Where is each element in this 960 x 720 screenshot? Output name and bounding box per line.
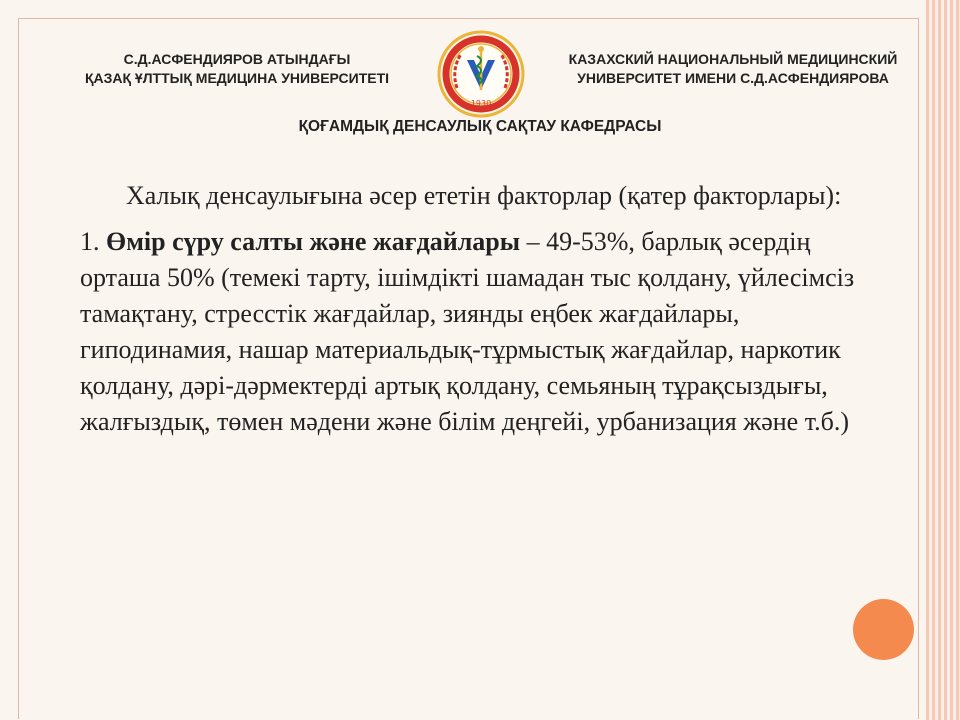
- header-right-line1: КАЗАХСКИЙ НАЦИОНАЛЬНЫЙ МЕДИЦИНСКИЙ: [568, 51, 898, 67]
- department-title: ҚОҒАМДЫҚ ДЕНСАУЛЫҚ САҚТАУ КАФЕДРАСЫ: [298, 118, 662, 135]
- header-left-line2: ҚАЗАҚ ҰЛТТЫҚ МЕДИЦИНА УНИВЕРСИТЕТІ: [84, 70, 390, 86]
- risk-factor-item: [80, 224, 860, 440]
- item-number: 1.: [80, 227, 106, 256]
- university-name-russian: [543, 50, 923, 88]
- slide-body: [80, 178, 860, 440]
- intro-paragraph: Халық денсаулығына әсер ететін факторлар (қатер факторлары):: [126, 181, 842, 210]
- header-left-line1: С.Д.АСФЕНДИЯРОВ АТЫНДАҒЫ: [123, 51, 351, 67]
- university-logo: [437, 30, 525, 118]
- decorative-circle: [853, 599, 914, 660]
- header-right-line2: УНИВЕРСИТЕТ ИМЕНИ С.Д.АСФЕНДИЯРОВА: [577, 70, 889, 86]
- decorative-stripes: [926, 0, 960, 720]
- logo-year: 1930: [470, 99, 492, 108]
- university-name-kazakh: [58, 50, 416, 88]
- item-heading: Өмір сүру салты және жағдайлары: [106, 227, 521, 256]
- item-description: – 49-53%, барлық әсердің орташа 50% (темекі тарту, ішімдікті шамадан тыс қолдану, үйлесімсіз тамақтану, стресстік жағдайлар, зиянды еңбек жағдайлары, гиподинамия, нашар материальдық-тұрмыстық жағдайлар, наркотик қолдану, дәрі-дәрмектерді артық қолдану, семьяның тұрақсыздығы, жалғыздық, төмен мәдени және білім деңгейі, урбанизация және т.б.): [80, 227, 855, 436]
